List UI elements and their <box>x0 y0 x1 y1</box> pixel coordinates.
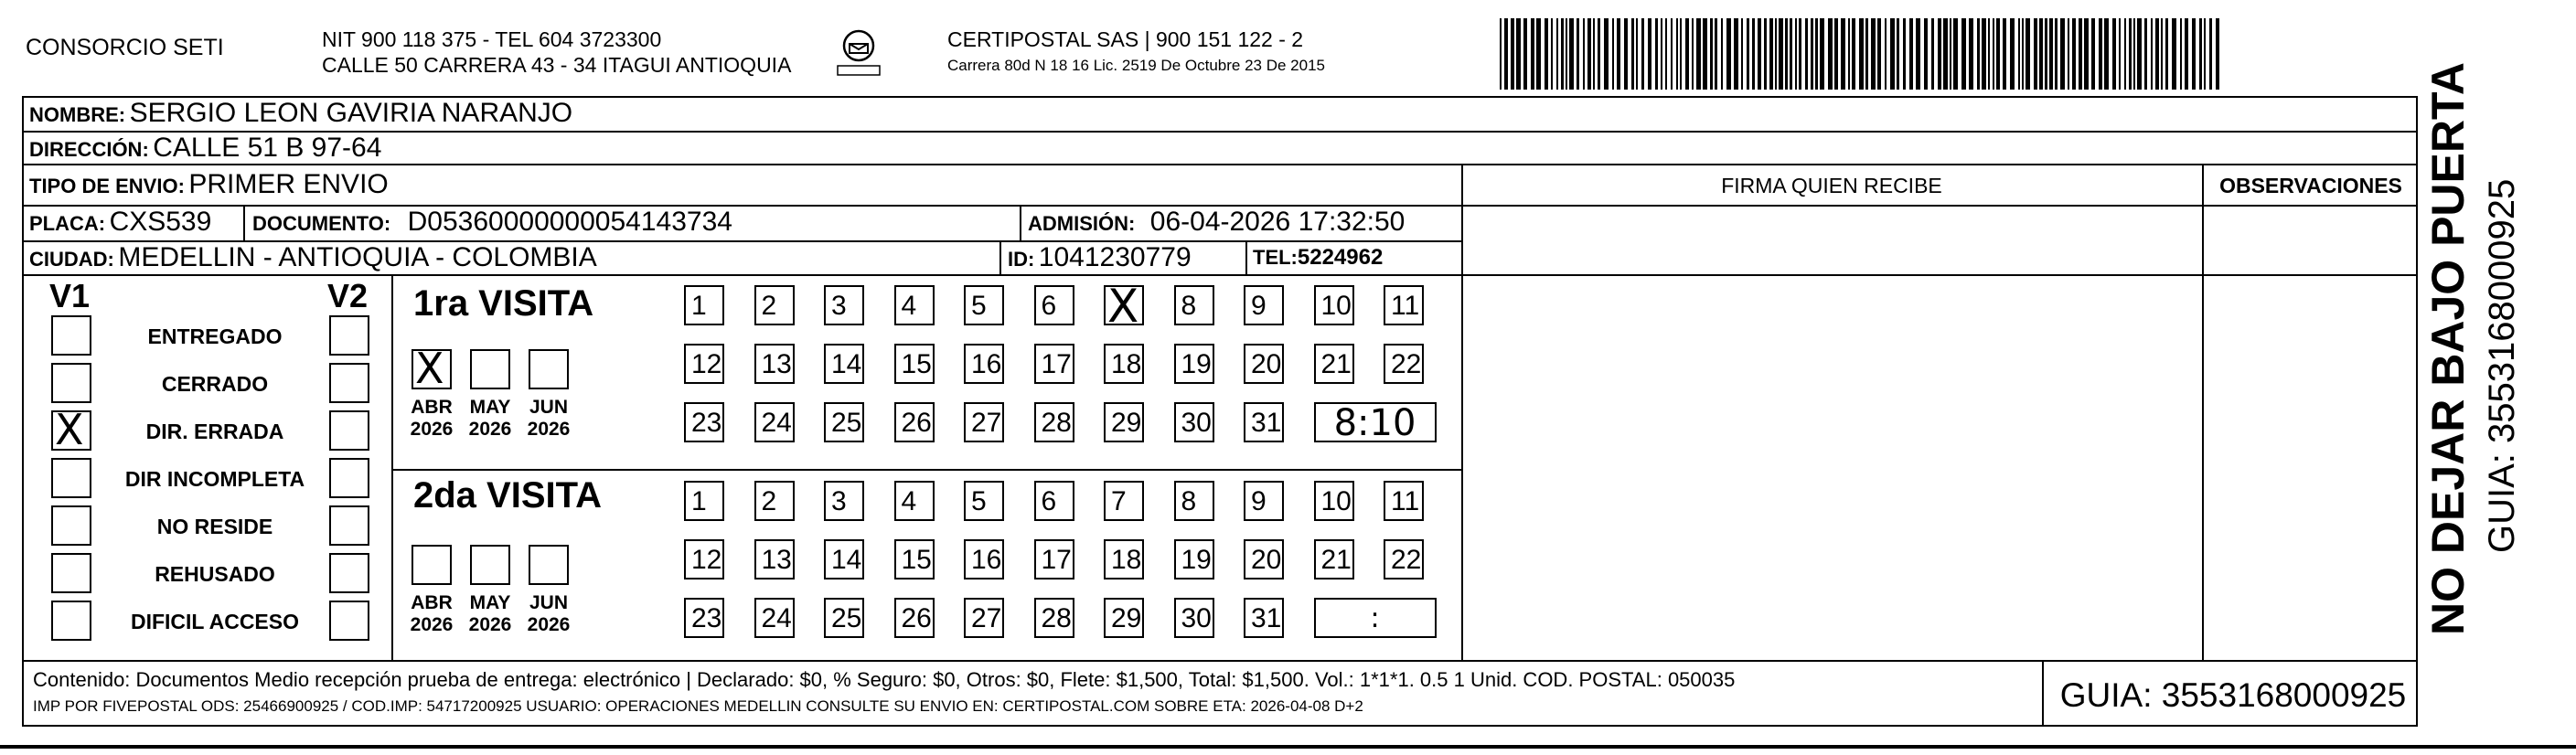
day-box[interactable]: 1 <box>684 481 724 521</box>
license-line: Carrera 80d N 18 16 Lic. 2519 De Octubre 23 De 2015 <box>947 57 1325 74</box>
admission-row <box>1028 207 1405 238</box>
certipostal-logo <box>832 26 885 82</box>
reason-label: CERRADO <box>161 372 269 396</box>
address-row <box>29 133 381 164</box>
nit-line: NIT 900 118 375 - TEL 604 3723300 <box>322 27 662 51</box>
id-label: ID: <box>1008 248 1035 271</box>
v1-mark: X <box>55 405 84 454</box>
day-box[interactable]: 18 <box>1104 344 1144 384</box>
id-row <box>1008 242 1192 273</box>
day-box[interactable]: 15 <box>894 344 935 384</box>
v1-checkbox[interactable] <box>51 363 91 403</box>
content-line: Contenido: Documentos Medio recepción prueba de entrega: electrónico | Declarado: $0, % Seguro: $0, Otros: $0, Flete: $1,500, Total: $1,500. Vol.: 1*1*1. 0.5 1 Unid. COD. POSTAL: 050035 <box>33 668 1736 691</box>
plate-value: CXS539 <box>109 207 212 237</box>
v1-checkbox[interactable] <box>51 553 91 593</box>
city-label: CIUDAD: <box>29 248 114 271</box>
day-box[interactable]: 22 <box>1384 344 1424 384</box>
month-checkbox[interactable] <box>529 349 569 389</box>
month-year: 2026 <box>410 419 454 440</box>
day-box[interactable]: 25 <box>824 402 864 442</box>
barcode <box>1500 18 2231 90</box>
day-box[interactable]: 18 <box>1104 539 1144 580</box>
company-name: CONSORCIO SETI <box>26 35 224 60</box>
tel-label: TEL: <box>1253 246 1298 269</box>
day-box[interactable]: 16 <box>964 539 1004 580</box>
month-mark: X <box>415 344 444 393</box>
day-box[interactable]: 28 <box>1034 402 1074 442</box>
observations-label: OBSERVACIONES <box>2219 174 2402 197</box>
day-box[interactable]: 17 <box>1034 539 1074 580</box>
address-label: DIRECCIÓN: <box>29 138 149 161</box>
visit-2-title: 2da VISITA <box>413 475 602 516</box>
name-label: NOMBRE: <box>29 103 126 126</box>
tel-row <box>1253 245 1383 271</box>
month-label: JUN <box>529 592 568 613</box>
day-box[interactable]: 24 <box>754 598 795 638</box>
footer-guia: GUIA: 3553168000925 <box>2059 676 2407 714</box>
v1-checkbox[interactable] <box>51 315 91 356</box>
day-box[interactable]: 20 <box>1244 344 1284 384</box>
day-box[interactable]: 23 <box>684 402 724 442</box>
v1-checkbox[interactable] <box>51 458 91 498</box>
day-box[interactable]: 13 <box>754 344 795 384</box>
day-box[interactable]: 2 <box>754 481 795 521</box>
v1-label: V1 <box>49 277 91 314</box>
day-box[interactable]: 5 <box>964 481 1004 521</box>
day-box[interactable]: 9 <box>1244 481 1284 521</box>
day-box[interactable]: 7 <box>1104 481 1144 521</box>
month-label: ABR <box>411 397 453 418</box>
day-box[interactable]: 21 <box>1314 539 1354 580</box>
address-line: CALLE 50 CARRERA 43 - 34 ITAGUI ANTIOQUIA <box>322 53 792 77</box>
v2-checkbox[interactable] <box>329 505 369 546</box>
day-box[interactable]: 3 <box>824 285 864 325</box>
reason-label: REHUSADO <box>155 562 275 586</box>
day-box[interactable]: 1 <box>684 285 724 325</box>
month-checkbox[interactable] <box>470 349 510 389</box>
reason-label: DIR INCOMPLETA <box>124 467 305 491</box>
reason-label: DIFICIL ACCESO <box>130 610 299 633</box>
day-box[interactable]: 31 <box>1244 598 1284 638</box>
month-checkbox[interactable] <box>529 545 569 585</box>
time-box[interactable]: : <box>1314 598 1437 638</box>
document-row <box>252 207 732 238</box>
courier-line: CERTIPOSTAL SAS | 900 151 122 - 2 <box>947 27 1304 51</box>
month-year: 2026 <box>527 614 571 635</box>
month-year: 2026 <box>410 614 454 635</box>
day-box[interactable]: 23 <box>684 598 724 638</box>
plate-label: PLACA: <box>29 212 106 235</box>
day-box[interactable]: 13 <box>754 539 795 580</box>
recipient-name: SERGIO LEON GAVIRIA NARANJO <box>129 98 573 128</box>
day-box[interactable]: 20 <box>1244 539 1284 580</box>
month-label: MAY <box>469 592 511 613</box>
reason-label: NO RESIDE <box>156 515 273 538</box>
day-box[interactable] <box>1104 280 1144 333</box>
admission-label: ADMISIÓN: <box>1028 212 1136 235</box>
day-box[interactable]: 21 <box>1314 344 1354 384</box>
recipient-address: CALLE 51 B 97-64 <box>153 133 382 163</box>
v1-checkbox[interactable] <box>51 405 91 454</box>
v2-checkbox[interactable] <box>329 458 369 498</box>
v2-checkbox[interactable] <box>329 410 369 451</box>
day-box[interactable]: 6 <box>1034 481 1074 521</box>
v2-label: V2 <box>327 277 369 314</box>
day-box[interactable]: 24 <box>754 402 795 442</box>
month-checkbox[interactable] <box>470 545 510 585</box>
month-label: MAY <box>469 397 511 418</box>
v2-checkbox[interactable] <box>329 363 369 403</box>
month-year: 2026 <box>468 419 512 440</box>
day-box[interactable]: 4 <box>894 285 935 325</box>
day-box[interactable]: 30 <box>1174 598 1214 638</box>
day-mark: X <box>1107 280 1139 333</box>
day-box[interactable]: 8 <box>1174 481 1214 521</box>
day-box[interactable]: 31 <box>1244 402 1284 442</box>
day-box[interactable]: 16 <box>964 344 1004 384</box>
day-box[interactable]: 3 <box>824 481 864 521</box>
plate-row <box>29 207 211 238</box>
month-checkbox[interactable] <box>412 545 452 585</box>
tel-value: 5224962 <box>1297 245 1384 270</box>
month-label: JUN <box>529 397 568 418</box>
admission-value: 06-04-2026 17:32:50 <box>1149 207 1406 237</box>
imp-line: IMP POR FIVEPOSTAL ODS: 25466900925 / COD.IMP: 54717200925 USUARIO: OPERACIONES MEDELLIN CONSULTE SU ENVIO EN: CERTIPOSTAL.COM SOBRE ETA: 2026-04-08 D+2 <box>33 697 1363 715</box>
day-box[interactable]: 14 <box>824 539 864 580</box>
signature-label: FIRMA QUIEN RECIBE <box>1721 174 1942 197</box>
day-box[interactable]: 19 <box>1174 344 1214 384</box>
shipping-label: TIPO DE ENVIO: <box>29 175 185 197</box>
month-year: 2026 <box>527 419 571 440</box>
time-box[interactable]: 8:10 <box>1314 402 1437 442</box>
document-label: DOCUMENTO: <box>252 212 391 235</box>
city-row <box>29 242 597 273</box>
month-year: 2026 <box>468 614 512 635</box>
day-box[interactable]: 11 <box>1384 285 1424 325</box>
month-label: ABR <box>411 592 453 613</box>
day-box[interactable]: 11 <box>1384 481 1424 521</box>
day-box[interactable]: 26 <box>894 402 935 442</box>
signature-area[interactable] <box>1463 206 2202 660</box>
day-box[interactable]: 25 <box>824 598 864 638</box>
day-box[interactable]: 27 <box>964 402 1004 442</box>
day-box[interactable]: 27 <box>964 598 1004 638</box>
day-box[interactable]: 29 <box>1104 598 1144 638</box>
reason-label: DIR. ERRADA <box>145 420 284 443</box>
day-box[interactable]: 10 <box>1314 285 1354 325</box>
v1-checkbox[interactable] <box>51 601 91 641</box>
v2-checkbox[interactable] <box>329 601 369 641</box>
day-box[interactable]: 14 <box>824 344 864 384</box>
day-box[interactable]: 19 <box>1174 539 1214 580</box>
id-value: 1041230779 <box>1038 242 1192 272</box>
day-box[interactable]: 22 <box>1384 539 1424 580</box>
observations-area[interactable] <box>2204 206 2418 660</box>
day-box[interactable]: 4 <box>894 481 935 521</box>
day-box[interactable]: 28 <box>1034 598 1074 638</box>
day-box[interactable]: 9 <box>1244 285 1284 325</box>
month-checkbox[interactable] <box>412 344 452 393</box>
v2-checkbox[interactable] <box>329 553 369 593</box>
day-box[interactable]: 26 <box>894 598 935 638</box>
document-value: D05360000000054143734 <box>407 207 732 237</box>
shipping-row <box>29 169 389 200</box>
day-box[interactable]: 29 <box>1104 402 1144 442</box>
day-box[interactable]: 8 <box>1174 285 1214 325</box>
v2-checkbox[interactable] <box>329 315 369 356</box>
day-box[interactable]: 12 <box>684 539 724 580</box>
day-box[interactable]: 15 <box>894 539 935 580</box>
v1-checkbox[interactable] <box>51 505 91 546</box>
day-box[interactable]: 30 <box>1174 402 1214 442</box>
visit-1-title: 1ra VISITA <box>413 283 594 324</box>
day-box[interactable]: 2 <box>754 285 795 325</box>
day-box[interactable]: 10 <box>1314 481 1354 521</box>
shipping-type: PRIMER ENVIO <box>188 169 389 199</box>
day-box[interactable]: 17 <box>1034 344 1074 384</box>
name-row <box>29 98 572 129</box>
day-box[interactable]: 5 <box>964 285 1004 325</box>
day-box[interactable]: 6 <box>1034 285 1074 325</box>
day-box[interactable]: 12 <box>684 344 724 384</box>
reason-label: ENTREGADO <box>147 324 283 348</box>
city-value: MEDELLIN - ANTIOQUIA - COLOMBIA <box>118 242 597 272</box>
